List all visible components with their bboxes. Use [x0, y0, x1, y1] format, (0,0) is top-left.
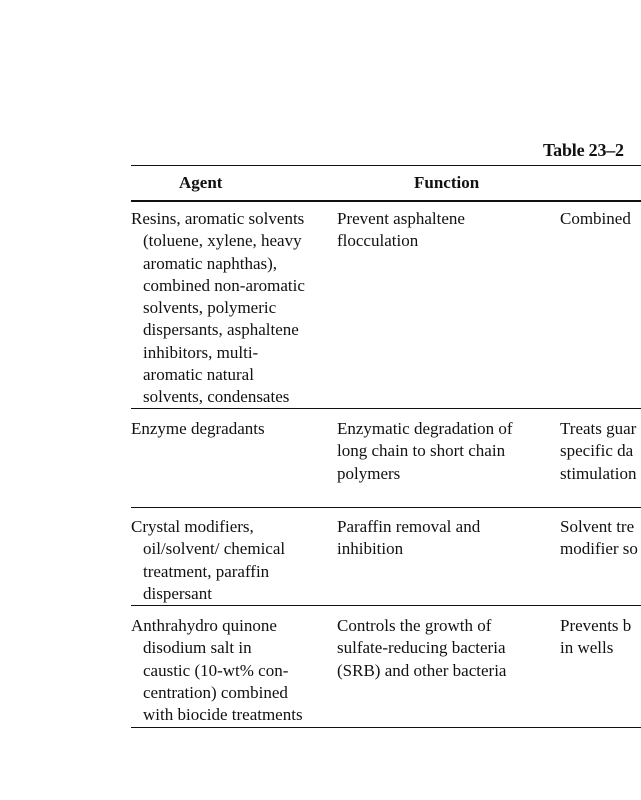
row-2-third-line: specific da — [560, 441, 634, 461]
bottom-rule — [131, 727, 641, 728]
header-function: Function — [414, 173, 480, 192]
row-1-agent-line: aromatic natural — [143, 365, 254, 385]
row-4-third — [560, 615, 631, 660]
row-1-agent-line: (toluene, xylene, heavy — [143, 231, 302, 251]
row-1-agent — [131, 208, 305, 409]
table-title: Table 23–2 — [543, 140, 624, 160]
header-agent: Agent — [179, 173, 223, 192]
row-1-agent-line: solvents, polymeric — [143, 298, 277, 318]
row-2-third-line: Treats guar — [560, 419, 637, 438]
row-3-function — [337, 516, 480, 561]
row-1-third — [560, 208, 631, 230]
row-4-agent-line: centration) combined — [143, 682, 288, 702]
row-2-agent — [131, 418, 265, 440]
row-4-function-line: sulfate-reducing bacteria — [337, 638, 506, 658]
header-rule — [131, 200, 641, 202]
row-2-function-line: polymers — [337, 463, 401, 483]
row-4-function — [337, 615, 506, 682]
row-3-third — [560, 516, 638, 561]
row-4-agent-line: disodium salt in — [143, 638, 252, 658]
row-3-function-line: Paraffin removal and — [337, 517, 481, 536]
row-3-third-line: Solvent tre — [560, 517, 635, 536]
row-2-function — [337, 418, 513, 485]
row-1-function-line: Prevent asphaltene — [337, 209, 465, 228]
row-4-function-line: Controls the growth of — [337, 616, 492, 635]
row-4-agent-line: caustic (10-wt% con- — [143, 660, 289, 680]
row-divider — [131, 605, 641, 606]
row-3-agent-line: Crystal modifiers, — [131, 517, 254, 536]
row-1-agent-line: aromatic naphthas), — [143, 253, 278, 273]
row-2-third-line: stimulation — [560, 463, 637, 483]
row-2-agent-line: Enzyme degradants — [131, 419, 265, 438]
row-3-agent-line: dispersant — [143, 583, 212, 603]
row-4-agent-line: Anthrahydro quinone — [131, 616, 277, 635]
row-4-third-line: in wells — [560, 638, 614, 658]
row-4-agent — [131, 615, 303, 726]
row-2-third — [560, 418, 637, 485]
row-3-third-line: modifier so — [560, 539, 638, 559]
row-3-agent-line: treatment, paraffin — [143, 561, 270, 581]
row-4-function-line: (SRB) and other bacteria — [337, 660, 507, 680]
row-2-function-line: Enzymatic degradation of — [337, 419, 513, 438]
row-4-agent-line: with biocide treatments — [143, 705, 303, 725]
top-rule — [131, 165, 641, 166]
row-1-function — [337, 208, 465, 253]
row-3-function-line: inhibition — [337, 539, 404, 559]
row-1-agent-line: Resins, aromatic solvents — [131, 209, 305, 228]
row-4-third-line: Prevents b — [560, 616, 632, 635]
row-1-agent-line: dispersants, asphaltene — [143, 320, 299, 340]
row-2-function-line: long chain to short chain — [337, 441, 506, 461]
row-1-agent-line: solvents, condensates — [143, 387, 290, 407]
row-1-agent-line: combined non-aromatic — [143, 275, 305, 295]
row-divider — [131, 408, 641, 409]
row-1-agent-line: inhibitors, multi- — [143, 342, 259, 362]
row-1-function-line: flocculation — [337, 231, 419, 251]
row-divider — [131, 507, 641, 508]
row-3-agent-line: oil/solvent/ chemical — [143, 539, 286, 559]
row-1-third-line: Combined — [560, 209, 631, 228]
row-3-agent — [131, 516, 285, 605]
